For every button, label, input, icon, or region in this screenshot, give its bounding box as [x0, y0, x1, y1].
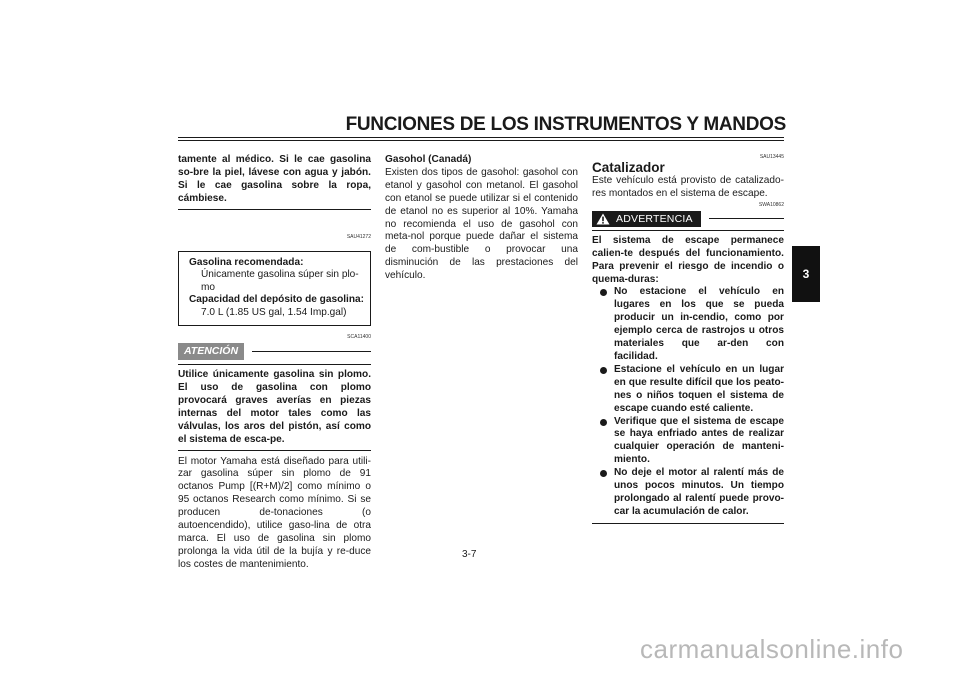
list-item: Verifique que el sistema de escape se haya enfriado antes de realizar cualquier operación de manteni-miento.: [592, 416, 784, 468]
bullet-dot-icon: [600, 419, 607, 426]
fuel-warning-continued: tamente al médico. Si le cae gasolina so-bre la piel, lávese con agua y jabón. Si le cae gasolina sobre la ropa, cámbiese.: [178, 154, 371, 204]
warning-header-rule: [709, 218, 784, 219]
list-item: No deje el motor al ralentí más de unos pocos minutos. Un tiempo prolongado al ralentí puede provo-car la acumulación de calor.: [592, 467, 784, 519]
list-item: No estacione el vehículo en lugares en los que se pueda producir un in-cendio, como por ejemplo cerca de rastrojos u otros materiales que ar-den con facilidad.: [592, 286, 784, 363]
page-title: FUNCIONES DE LOS INSTRUMENTOS Y MANDOS: [345, 114, 786, 135]
ref-code: SCA11400: [347, 334, 371, 341]
caution-badge: ATENCIÓN: [178, 343, 244, 360]
ref-code: SAU13445: [759, 154, 784, 160]
warning-badge: [592, 211, 701, 227]
fuel-spec-box: [178, 251, 371, 327]
caution-end-rule: [178, 450, 371, 451]
title-rule-thin: [178, 140, 784, 141]
bullet-dot-icon: [600, 367, 607, 374]
page-number: 3-7: [462, 549, 477, 560]
warning-bullet-list: [592, 286, 784, 518]
watermark: carmanualsonline.info: [640, 634, 904, 664]
gasohol-body-text: Existen dos tipos de gasohol: gasohol con etanol y gasohol con metanol. El gasohol con etanol se puede utilizar si el contenido de etanol no es superior al 10%. Yamaha no recomienda el uso de gasohol con meta-nol porque puede dañar el sistema de com-bustible o provocar una disminución de las prestaciones del vehículo.: [385, 166, 578, 282]
fuel-type-label: Gasolina recomendada:: [189, 256, 304, 268]
warning-intro: El sistema de escape permanece calien-te después del funcionamiento. Para prevenir el riesgo de incendio o quema-duras:: [592, 234, 784, 285]
warning-top-rule: [592, 230, 784, 231]
fuel-body-text: El motor Yamaha está diseñado para utili-zar gasolina súper sin plomo de 91 octanos Pump [(R+M)/2] como mínimo o 95 octanos Research como mínimo. Si se producen de-tonaciones (o autoencendido), utilice gaso-lina de otra marca. El uso de gasolina sin plomo prolonga la vida útil de la bujía y re-duce los costes de mantenimiento.: [178, 455, 371, 570]
caution-top-rule: [178, 364, 371, 365]
caution-text: Utilice únicamente gasolina sin plomo. El uso de gasolina con plomo provocará graves averías en piezas internas del motor tales como las válvulas, los aros del pistón, así como el sistema de esca-pe.: [178, 369, 371, 445]
warning-end-rule: [178, 209, 371, 210]
tank-capacity-label: Capacidad del depósito de gasolina:: [189, 294, 364, 306]
bullet-dot-icon: [600, 470, 607, 477]
ref-code: SAU41272: [346, 233, 371, 240]
caution-header: [178, 343, 371, 360]
column-middle: [385, 154, 578, 283]
fuel-type-value: Únicamente gasolina súper sin plo-mo: [201, 269, 359, 293]
bullet-dot-icon: [600, 289, 607, 296]
warning-end-rule: [592, 523, 784, 524]
column-left: [178, 154, 371, 572]
column-right: [592, 154, 784, 524]
tank-capacity-value: 7.0 L (1.85 US gal, 1.54 Imp.gal): [201, 306, 347, 318]
section-title-catalizador: Catalizador: [592, 160, 665, 175]
caution-header-rule: [252, 351, 371, 352]
warning-header: [592, 211, 784, 227]
title-rule-thick: [178, 137, 784, 138]
chapter-tab: 3: [792, 246, 820, 302]
ref-code: SWA10862: [758, 201, 784, 208]
gasohol-heading: Gasohol (Canadá): [385, 154, 472, 165]
catalizador-intro: Este vehículo está provisto de catalizado-res montados en el sistema de escape.: [592, 175, 784, 199]
list-item: Estacione el vehículo en un lugar en que resulte difícil que los peato-nes o niños toquen el sistema de escape cuando esté caliente.: [592, 364, 784, 416]
warning-triangle-icon: [596, 213, 610, 225]
warning-label: ADVERTENCIA: [616, 212, 693, 225]
